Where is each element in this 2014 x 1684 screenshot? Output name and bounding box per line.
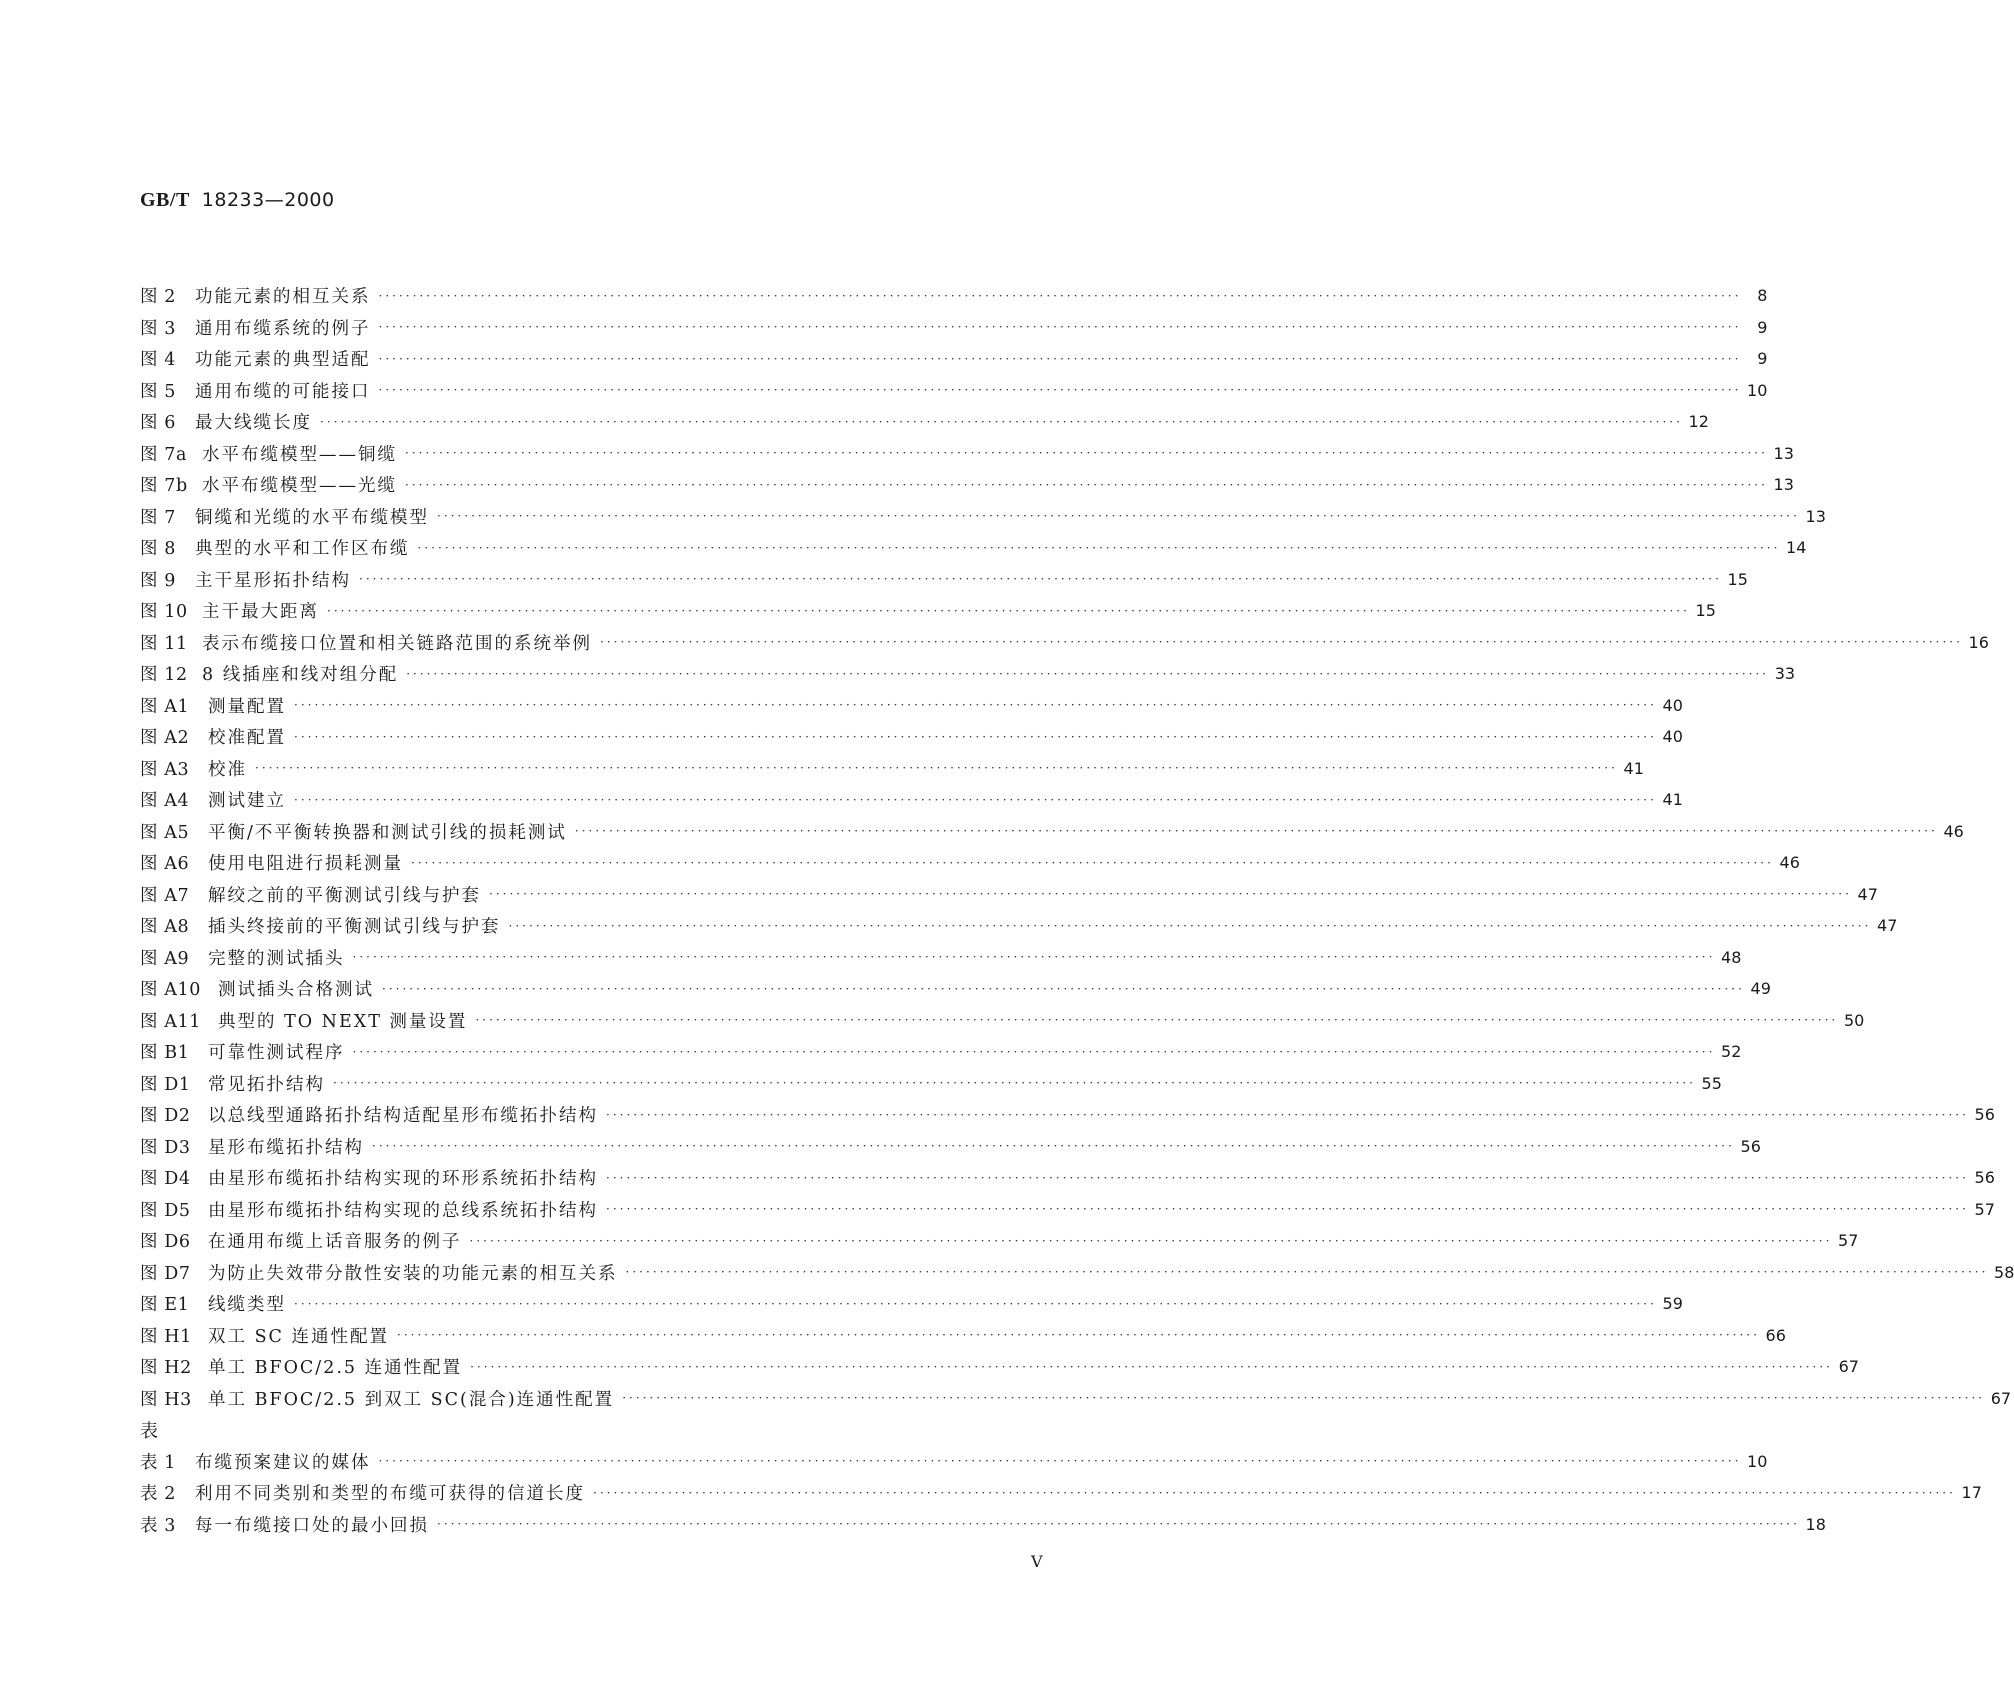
entry-label: 图 D7 (140, 1263, 191, 1284)
leader-dots: ········································································································································································································ (327, 603, 1690, 618)
entry-label: 图 A4 (140, 791, 190, 812)
figure-entry[interactable] (140, 438, 1794, 470)
entry-title: 插头终接前的平衡测试引线与护套 (208, 917, 501, 938)
figure-entry[interactable] (140, 1131, 1761, 1163)
entry-title: 典型的水平和工作区布缆 (195, 539, 410, 560)
entry-label: 图 A9 (140, 948, 190, 969)
entry-title: 主干星形拓扑结构 (195, 570, 351, 591)
entry-page: 16 (1968, 632, 1989, 652)
leader-dots: ········································································································································································································ (437, 509, 1800, 524)
leader-dots: ········································································································································································································ (405, 446, 1768, 461)
entry-title: 水平布缆模型——光缆 (202, 476, 397, 497)
entry-label: 图 H3 (140, 1389, 192, 1410)
entry-title: 为防止失效带分散性安装的功能元素的相互关系 (208, 1263, 618, 1284)
entry-label: 图 H2 (140, 1358, 192, 1379)
entry-title: 测量配置 (208, 696, 286, 717)
tables-section-heading: 表 (140, 1420, 158, 1442)
entry-label: 图 A1 (140, 696, 190, 717)
entry-title: 以总线型通路拓扑结构适配星形布缆拓扑结构 (208, 1106, 598, 1127)
entry-page: 48 (1721, 947, 1742, 967)
entry-title: 双工 SC 连通性配置 (208, 1326, 390, 1347)
standard-code: GB/T (140, 189, 190, 211)
entry-page: 40 (1662, 727, 1683, 747)
entry-label: 图 A8 (140, 917, 190, 938)
figure-entry[interactable] (140, 1351, 1859, 1383)
figure-entry[interactable] (140, 1225, 1859, 1257)
entry-label: 图 A2 (140, 728, 190, 749)
entry-page: 17 (1961, 1483, 1982, 1503)
leader-dots: ········································································································································································································ (294, 792, 1657, 807)
leader-dots: ········································································································································································································ (600, 635, 1963, 650)
leader-dots: ········································································································································································································ (593, 1485, 1956, 1500)
entry-page: 18 (1805, 1514, 1826, 1534)
leader-dots: ········································································································································································································ (378, 1454, 1742, 1469)
figure-entry[interactable] (140, 847, 1800, 879)
entry-page: 41 (1662, 790, 1683, 810)
entry-title: 测试建立 (208, 791, 286, 812)
entry-title: 功能元素的典型适配 (195, 350, 371, 371)
entry-label: 图 5 (140, 381, 176, 402)
figure-entry[interactable] (140, 1162, 1995, 1194)
entry-page: 67 (1838, 1357, 1859, 1377)
entry-title: 铜缆和光缆的水平布缆模型 (195, 507, 429, 528)
entry-label: 图 8 (140, 539, 176, 560)
entry-page: 33 (1774, 664, 1796, 684)
entry-title: 主干最大距离 (202, 602, 319, 623)
figure-entry[interactable] (140, 564, 1748, 596)
entry-page: 15 (1695, 601, 1716, 621)
figure-entry[interactable] (140, 942, 1742, 974)
entry-page: 56 (1740, 1136, 1761, 1156)
leader-dots: ········································································································································································································ (437, 1517, 1800, 1532)
figure-entry[interactable] (140, 1257, 2014, 1289)
entry-title: 星形布缆拓扑结构 (208, 1137, 364, 1158)
entry-page: 15 (1727, 569, 1748, 589)
table-entry[interactable] (140, 1446, 1768, 1478)
entry-page: 47 (1877, 916, 1898, 936)
leader-dots: ········································································································································································································ (255, 761, 1618, 776)
entry-title: 水平布缆模型——铜缆 (202, 444, 397, 465)
entry-page: 10 (1747, 1451, 1768, 1471)
leader-dots: ········································································································································································································ (378, 351, 1742, 366)
leader-dots: ········································································································································································································ (333, 1076, 1696, 1091)
leader-dots: ········································································································································································································ (417, 540, 1781, 555)
leader-dots: ········································································································································································································ (406, 666, 1770, 681)
entry-title: 最大线缆长度 (195, 413, 312, 434)
entry-page: 12 (1688, 412, 1709, 432)
entry-label: 图 D4 (140, 1169, 191, 1190)
entry-title: 校准 (208, 759, 247, 780)
entry-title: 在通用布缆上话音服务的例子 (208, 1232, 462, 1253)
standard-number: 18233—2000 (201, 189, 335, 211)
figure-entry[interactable] (140, 910, 1898, 942)
entry-page: 10 (1747, 380, 1768, 400)
entry-title: 完整的测试插头 (208, 948, 345, 969)
leader-dots: ········································································································································································································ (622, 1391, 1986, 1406)
figure-entry[interactable] (140, 690, 1683, 722)
table-of-contents (140, 280, 2014, 1540)
entry-label: 图 A6 (140, 854, 190, 875)
figure-entry[interactable] (140, 627, 1989, 659)
entry-label: 图 7 (140, 507, 176, 528)
entry-title: 功能元素的相互关系 (195, 287, 371, 308)
leader-dots: ········································································································································································································ (294, 1296, 1657, 1311)
entry-label: 图 6 (140, 413, 176, 434)
leader-dots: ········································································································································································································ (397, 1328, 1760, 1343)
leader-dots: ········································································································································································································ (378, 320, 1742, 335)
leader-dots: ········································································································································································································ (382, 981, 1745, 996)
entry-label: 图 D2 (140, 1106, 191, 1127)
entry-label: 表 2 (140, 1484, 176, 1505)
entry-title: 可靠性测试程序 (208, 1043, 345, 1064)
entry-label: 图 7a (140, 444, 188, 465)
leader-dots: ········································································································································································································ (294, 729, 1657, 744)
entry-title: 利用不同类别和类型的布缆可获得的信道长度 (195, 1484, 585, 1505)
table-entry[interactable] (140, 1509, 1826, 1541)
leader-dots: ········································································································································································································ (508, 918, 1872, 933)
figure-entry[interactable] (140, 658, 1796, 690)
entry-title: 单工 BFOC/2.5 到双工 SC(混合)连通性配置 (208, 1389, 615, 1410)
document-header (140, 187, 335, 212)
figure-entry[interactable] (140, 595, 1716, 627)
figure-entry[interactable] (140, 1320, 1786, 1352)
entry-page: 46 (1779, 853, 1800, 873)
entry-page: 59 (1662, 1294, 1683, 1314)
figure-entry[interactable] (140, 312, 1768, 344)
figure-entry[interactable] (140, 1036, 1742, 1068)
entry-label: 图 A11 (140, 1011, 201, 1032)
entry-page: 57 (1838, 1231, 1859, 1251)
entry-page: 41 (1623, 758, 1644, 778)
leader-dots: ········································································································································································································ (378, 288, 1742, 303)
entry-page: 55 (1701, 1073, 1722, 1093)
figure-entry[interactable] (140, 784, 1683, 816)
entry-page: 58 (1994, 1262, 2014, 1282)
entry-label: 图 A5 (140, 822, 190, 843)
figure-entry[interactable] (140, 1005, 1865, 1037)
table-list (140, 1446, 1982, 1541)
leader-dots: ········································································································································································································ (352, 950, 1716, 965)
entry-title: 通用布缆系统的例子 (195, 318, 371, 339)
entry-label: 图 11 (140, 633, 188, 654)
leader-dots: ········································································································································································································ (352, 1044, 1716, 1059)
entry-label: 图 D3 (140, 1137, 191, 1158)
entry-page: 13 (1805, 506, 1826, 526)
entry-label: 图 E1 (140, 1295, 190, 1316)
entry-page: 56 (1974, 1105, 1995, 1125)
entry-page: 47 (1857, 884, 1878, 904)
leader-dots: ········································································································································································································ (320, 414, 1683, 429)
entry-title: 常见拓扑结构 (208, 1074, 325, 1095)
leader-dots: ········································································································································································································ (606, 1170, 1969, 1185)
entry-title: 使用电阻进行损耗测量 (208, 854, 403, 875)
leader-dots: ········································································································································································································ (469, 1233, 1833, 1248)
entry-title: 表示布缆接口位置和相关链路范围的系统举例 (202, 633, 592, 654)
leader-dots: ········································································································································································································ (625, 1265, 1989, 1280)
entry-label: 图 A3 (140, 759, 190, 780)
entry-page: 46 (1943, 821, 1964, 841)
entry-page: 67 (1990, 1388, 2012, 1408)
entry-page: 56 (1974, 1168, 1995, 1188)
entry-title: 线缆类型 (208, 1295, 286, 1316)
page-number: V (1031, 1552, 1043, 1571)
entry-label: 图 12 (140, 665, 188, 686)
leader-dots: ········································································································································································································ (405, 477, 1768, 492)
entry-page: 9 (1757, 317, 1768, 337)
entry-title: 由星形布缆拓扑结构实现的环形系统拓扑结构 (208, 1169, 598, 1190)
figure-list (140, 280, 2014, 1414)
entry-title: 8 线插座和线对组分配 (202, 665, 399, 686)
figure-entry[interactable] (140, 1099, 1995, 1131)
entry-page: 9 (1757, 349, 1768, 369)
entry-label: 图 B1 (140, 1043, 190, 1064)
leader-dots: ········································································································································································································ (574, 824, 1938, 839)
entry-page: 40 (1662, 695, 1683, 715)
entry-page: 13 (1773, 443, 1794, 463)
figure-entry[interactable] (140, 280, 1768, 312)
leader-dots: ········································································································································································································ (378, 383, 1742, 398)
entry-page: 8 (1757, 286, 1768, 306)
entry-label: 图 2 (140, 287, 176, 308)
figure-entry[interactable] (140, 879, 1878, 911)
entry-label: 图 D1 (140, 1074, 191, 1095)
entry-label: 图 3 (140, 318, 176, 339)
entry-label: 表 3 (140, 1515, 176, 1536)
entry-title: 布缆预案建议的媒体 (195, 1452, 371, 1473)
entry-label: 表 1 (140, 1452, 176, 1473)
figure-entry[interactable] (140, 375, 1768, 407)
table-entry[interactable] (140, 1477, 1982, 1509)
leader-dots: ········································································································································································································ (294, 698, 1657, 713)
entry-label: 图 A7 (140, 885, 190, 906)
entry-label: 图 H1 (140, 1326, 192, 1347)
entry-label: 图 D6 (140, 1232, 191, 1253)
entry-label: 图 D5 (140, 1200, 191, 1221)
entry-label: 图 9 (140, 570, 176, 591)
entry-title: 每一布缆接口处的最小回损 (195, 1515, 429, 1536)
figure-entry[interactable] (140, 501, 1826, 533)
figure-entry[interactable] (140, 721, 1683, 753)
entry-label: 图 7b (140, 476, 188, 497)
figure-entry[interactable] (140, 816, 1964, 848)
entry-title: 单工 BFOC/2.5 连通性配置 (208, 1358, 463, 1379)
figure-entry[interactable] (140, 532, 1807, 564)
entry-page: 49 (1750, 979, 1771, 999)
entry-label: 图 A10 (140, 980, 201, 1001)
leader-dots: ········································································································································································································ (470, 1359, 1833, 1374)
entry-title: 测试插头合格测试 (218, 980, 374, 1001)
leader-dots: ········································································································································································································ (475, 1013, 1839, 1028)
entry-page: 57 (1974, 1199, 1995, 1219)
entry-label: 图 10 (140, 602, 188, 623)
figure-entry[interactable] (140, 1383, 2012, 1415)
figure-entry[interactable] (140, 973, 1771, 1005)
leader-dots: ········································································································································································································ (411, 855, 1774, 870)
entry-page: 14 (1786, 538, 1807, 558)
entry-title: 由星形布缆拓扑结构实现的总线系统拓扑结构 (208, 1200, 598, 1221)
leader-dots: ········································································································································································································ (606, 1107, 1969, 1122)
figure-entry[interactable] (140, 1288, 1683, 1320)
leader-dots: ········································································································································································································ (489, 887, 1852, 902)
entry-title: 校准配置 (208, 728, 286, 749)
entry-label: 图 4 (140, 350, 176, 371)
leader-dots: ········································································································································································································ (606, 1202, 1969, 1217)
entry-page: 13 (1773, 475, 1794, 495)
entry-page: 52 (1721, 1042, 1742, 1062)
figure-entry[interactable] (140, 406, 1709, 438)
entry-page: 50 (1843, 1010, 1865, 1030)
entry-title: 解绞之前的平衡测试引线与护套 (208, 885, 481, 906)
entry-title: 典型的 TO NEXT 测量设置 (218, 1011, 468, 1032)
figure-entry[interactable] (140, 469, 1794, 501)
figure-entry[interactable] (140, 753, 1644, 785)
leader-dots: ········································································································································································································ (372, 1139, 1735, 1154)
figure-entry[interactable] (140, 343, 1768, 375)
figure-entry[interactable] (140, 1068, 1722, 1100)
entry-title: 平衡/不平衡转换器和测试引线的损耗测试 (208, 822, 567, 843)
figure-entry[interactable] (140, 1194, 1995, 1226)
entry-title: 通用布缆的可能接口 (195, 381, 371, 402)
leader-dots: ········································································································································································································ (359, 572, 1722, 587)
entry-page: 66 (1765, 1325, 1786, 1345)
